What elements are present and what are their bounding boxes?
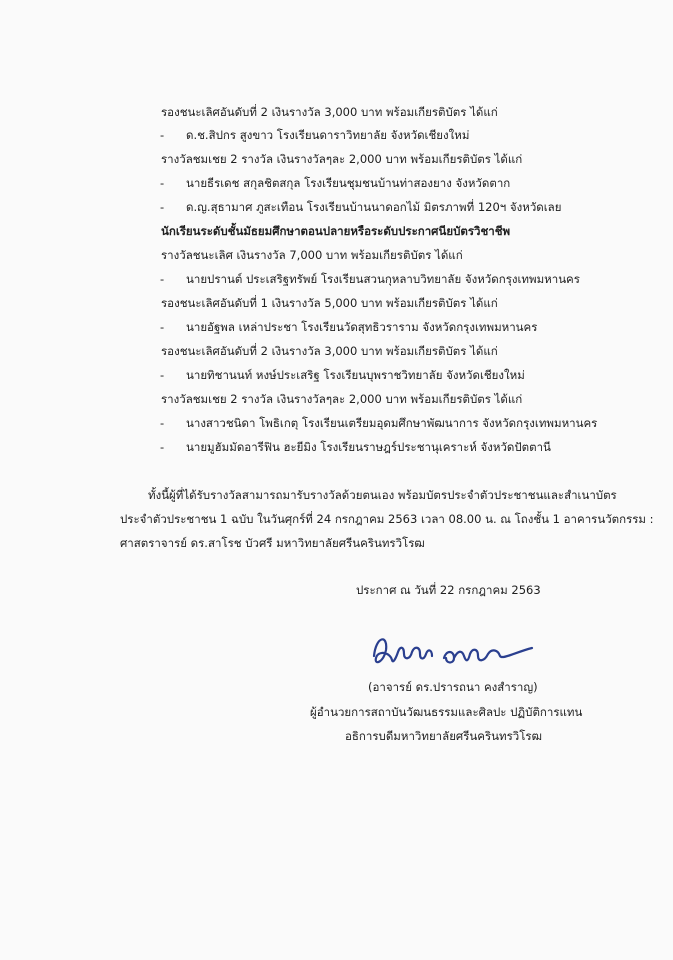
notice-paragraph-line: ศาสตราจารย์ ดร.สาโรช บัวศรี มหาวิทยาลัยศรีนครินทรวิโรฒ [120,536,425,550]
signer-title: ผู้อำนวยการสถาบันวัฒนธรรมและศิลปะ ปฏิบัติการแทน [310,705,583,719]
notice-paragraph-line: ทั้งนี้ผู้ที่ได้รับรางวัลสามารถมารับรางวัลด้วยตนเอง พร้อมบัตรประจำตัวประชาชนและสำเนาบัตร [148,488,617,502]
award-line-honorable-mention: รางวัลชมเชย 2 รางวัล เงินรางวัลๆละ 2,000 บาท พร้อมเกียรติบัตร ได้แก่ [161,392,523,406]
award-recipient-row [160,128,469,142]
award-line-honorable-mention: รางวัลชมเชย 2 รางวัล เงินรางวัลๆละ 2,000 บาท พร้อมเกียรติบัตร ได้แก่ [161,152,523,166]
award-recipient: นางสาวชนิดา โพธิเกตุ โรงเรียนเตรียมอุดมศึกษาพัฒนาการ จังหวัดกรุงเทพมหานคร [186,416,598,430]
award-recipient: ด.ญ.สุธามาศ ภูสะเทือน โรงเรียนบ้านนาดอกไม้ มิตรภาพที่ 120ฯ จังหวัดเลย [186,200,562,214]
award-recipient: นายมูฮัมมัดอารีฟิน ฮะยีมิง โรงเรียนราษฎร์ประชานุเคราะห์ จังหวัดปัตตานี [186,440,551,454]
award-recipient: นายอัฐพล เหล่าประชา โรงเรียนวัดสุทธิวราราม จังหวัดกรุงเทพมหานคร [186,320,538,334]
award-recipient-row [160,200,561,214]
bullet-dash: - [160,128,165,142]
signature-image [366,628,536,674]
bullet-dash: - [160,440,165,454]
award-line-winner: รางวัลชนะเลิศ เงินรางวัล 7,000 บาท พร้อมเกียรติบัตร ได้แก่ [161,248,463,262]
announcement-date: ประกาศ ณ วันที่ 22 กรกฎาคม 2563 [356,583,541,597]
bullet-dash: - [160,176,165,190]
award-recipient-row [160,440,551,454]
award-recipient: นายปรานต์ ประเสริฐทรัพย์ โรงเรียนสวนกุหลาบวิทยาลัย จังหวัดกรุงเทพมหานคร [186,272,580,286]
bullet-dash: - [160,200,165,214]
signer-name: (อาจารย์ ดร.ปรารถนา คงสำราญ) [368,680,538,694]
award-line-runner-up-2: รองชนะเลิศอันดับที่ 2 เงินรางวัล 3,000 บาท พร้อมเกียรติบัตร ได้แก่ [161,344,498,358]
award-recipient: นายทิชานนท์ หงษ์ประเสริฐ โรงเรียนบุพราชวิทยาลัย จังหวัดเชียงใหม่ [186,368,525,382]
award-line-runner-up-2: รองชนะเลิศอันดับที่ 2 เงินรางวัล 3,000 บาท พร้อมเกียรติบัตร ได้แก่ [161,105,498,119]
award-line-runner-up-1: รองชนะเลิศอันดับที่ 1 เงินรางวัล 5,000 บาท พร้อมเกียรติบัตร ได้แก่ [161,296,498,310]
bullet-dash: - [160,416,165,430]
notice-paragraph-line: ประจำตัวประชาชน 1 ฉบับ ในวันศุกร์ที่ 24 กรกฎาคม 2563 เวลา 08.00 น. ณ โถงชั้น 1 อาคารนวัตกรรม : [120,512,654,526]
award-recipient-row [160,368,525,382]
signer-title: อธิการบดีมหาวิทยาลัยศรีนครินทรวิโรฒ [345,729,542,743]
award-recipient-row [160,176,510,190]
bullet-dash: - [160,272,165,286]
section-heading: นักเรียนระดับชั้นมัธยมศึกษาตอนปลายหรือระดับประกาศนียบัตรวิชาชีพ [161,224,511,238]
award-recipient-row [160,416,597,430]
bullet-dash: - [160,368,165,382]
award-recipient: นายธีรเดช สกุลชิตสกุล โรงเรียนชุมชนบ้านท่าสองยาง จังหวัดตาก [186,176,511,190]
award-recipient: ด.ช.สิปกร สูงขาว โรงเรียนดาราวิทยาลัย จังหวัดเชียงใหม่ [186,128,470,142]
bullet-dash: - [160,320,165,334]
award-recipient-row [160,272,580,286]
award-recipient-row [160,320,537,334]
